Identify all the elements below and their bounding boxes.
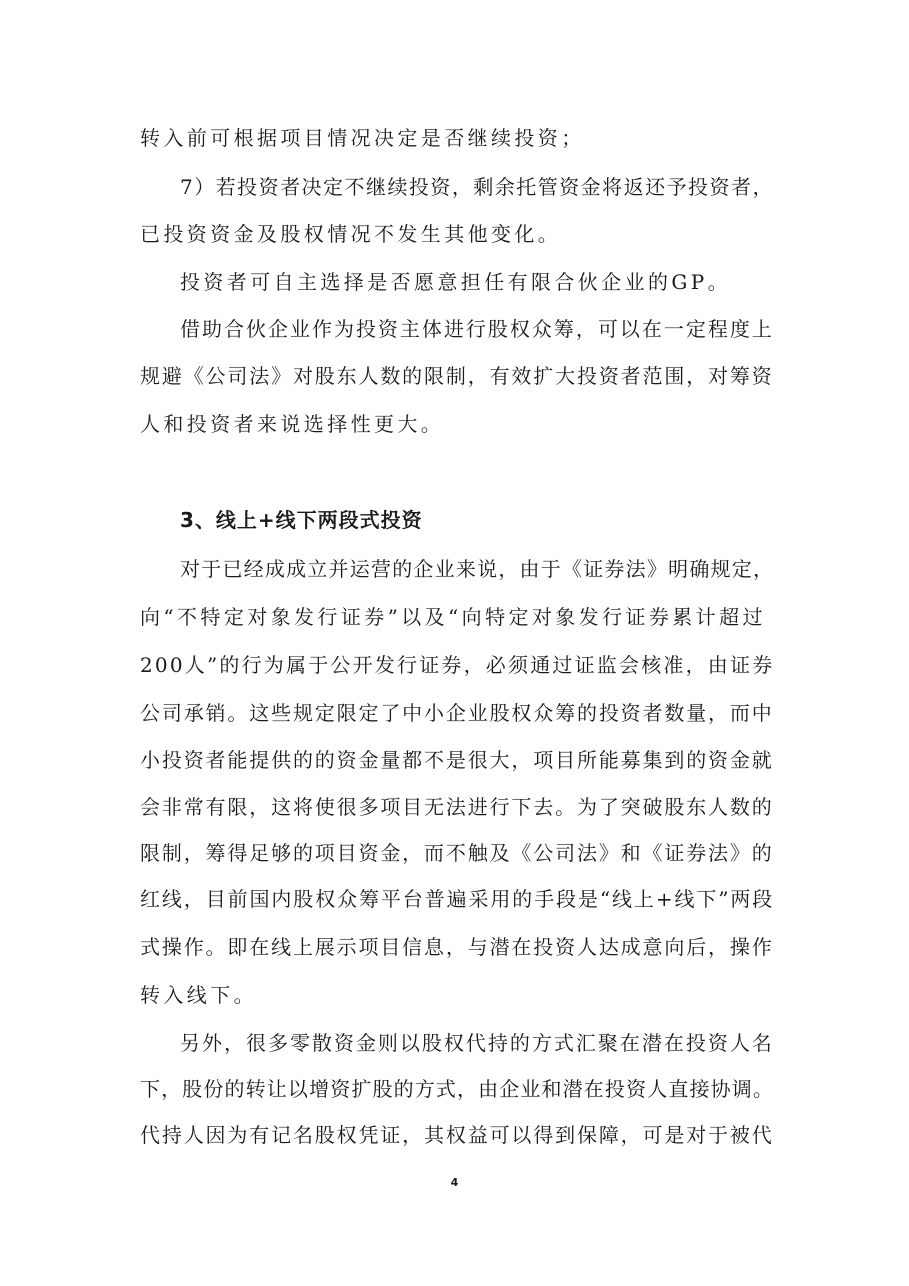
text-line: 公司承销。这些规定限定了中小企业股权众筹的投资者数量，而中 <box>140 701 774 725</box>
text-line: 转入前可根据项目情况决定是否继续投资； <box>140 126 585 150</box>
text-line: 7）若投资者决定不继续投资，剩余托管资金将返还予投资者， <box>180 175 774 199</box>
text-line: 借助合伙企业作为投资主体进行股权众筹，可以在一定程度上 <box>180 317 774 341</box>
text-line: 对于已经成成立并运营的企业来说，由于《证券法》明确规定， <box>180 557 775 581</box>
text-line: 式操作。即在线上展示项目信息，与潜在投资人达成意向后，操作 <box>140 935 774 959</box>
page-number: 4 <box>450 1176 459 1189</box>
section-heading: 3、线上+线下两段式投资 <box>180 508 423 532</box>
text-line: 红线，目前国内股权众筹平台普遍采用的手段是“线上+线下”两段 <box>140 887 775 911</box>
text-line: 会非常有限，这将使很多项目无法进行下去。为了突破股东人数的 <box>140 795 774 819</box>
text-line: 已投资资金及股权情况不发生其他变化。 <box>140 222 562 246</box>
text-line: 下，股份的转让以增资扩股的方式，由企业和潜在投资人直接协调。 <box>140 1077 774 1101</box>
text-line: 向“不特定对象发行证券”以及“向特定对象发行证券累计超过 <box>140 605 766 629</box>
text-line: 限制，筹得足够的项目资金，而不触及《公司法》和《证券法》的 <box>140 841 774 865</box>
text-line: 转入线下。 <box>140 983 257 1007</box>
text-line: 另外，很多零散资金则以股权代持的方式汇聚在潜在投资人名 <box>180 1031 774 1055</box>
text-line: 投资者可自主选择是否愿意担任有限合伙企业的GP。 <box>180 270 732 294</box>
text-line: 代持人因为有记名股权凭证，其权益可以得到保障，可是对于被代 <box>140 1123 774 1147</box>
text-line: 规避《公司法》对股东人数的限制，有效扩大投资者范围，对筹资 <box>140 364 774 388</box>
text-line: 200人”的行为属于公开发行证券，必须通过证监会核准，由证券 <box>140 653 775 677</box>
text-line: 人和投资者来说选择性更大。 <box>140 412 445 436</box>
text-line: 小投资者能提供的的资金量都不是很大，项目所能募集到的资金就 <box>140 748 774 772</box>
